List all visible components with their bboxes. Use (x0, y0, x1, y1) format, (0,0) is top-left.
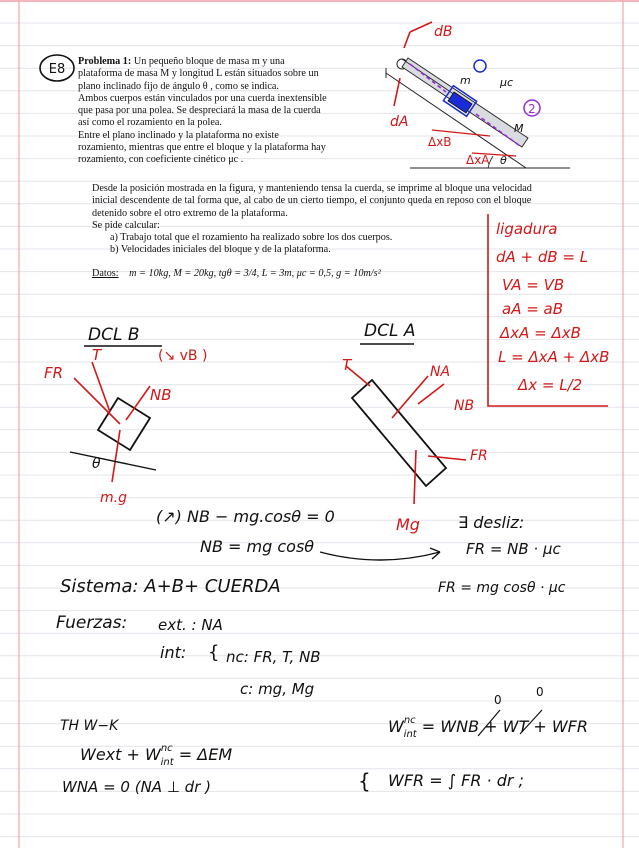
dcl-a-T: T (342, 356, 352, 374)
hw-dxA: ΔxA (466, 153, 490, 167)
hw-2: 2 (528, 102, 536, 116)
dcl-b-title: DCL B (88, 325, 140, 345)
dcl-b-NB: NB (150, 386, 172, 404)
label-theta: θ (500, 154, 507, 167)
dcl-a-title: DCL A (364, 321, 416, 341)
fuerzas-nc: nc: FR, T, NB (226, 648, 321, 666)
paragraph2-line-4: Se pide calcular: (92, 219, 160, 231)
label-M: M (514, 122, 524, 135)
brace-work: { (358, 769, 371, 793)
dcl-b-T: T (92, 346, 102, 364)
problem-line-9: rozamiento, con coeficiente cinético μc . (78, 154, 244, 166)
dcl-b-mg: m.g (100, 490, 127, 506)
dcl-a-platform (352, 380, 446, 486)
dcl-b-block (98, 398, 150, 450)
label-mu: μc (500, 76, 514, 89)
ligadura-line-4: ΔxA = ΔxB (500, 324, 581, 342)
handwritten-notes (0, 300, 639, 848)
problem-line-7: Entre el plano inclinado y la plataforma no existe (78, 129, 279, 141)
problem-line-3: plano inclinado fijo de ángulo θ , como se indica. (78, 80, 279, 92)
problem-line-8: rozamiento, mientras que entre el bloque y la plataforma hay (78, 142, 326, 154)
ligadura-title: ligadura (496, 220, 558, 238)
desliz-label: ∃ desliz: (458, 513, 525, 532)
fr-eq-2: FR = mg cosθ · μc (438, 580, 566, 596)
dcl-a-NB: NB (454, 398, 475, 414)
fuerzas-c: c: mg, Mg (240, 680, 315, 698)
dcl-b-vb: (↘ vB ) (158, 348, 208, 364)
paragraph2-line-1: Desde la posición mostrada en la figura, y manteniendo tensa la cuerda, se imprime al bloque una velocidad (92, 183, 532, 194)
problem-line-2: plataforma de masa M y longitud L están situados sobre un (78, 68, 319, 80)
data-label: Datos: (92, 268, 119, 279)
th-label: TH W−K (60, 718, 119, 734)
problem-title: Problema 1: (78, 56, 132, 67)
wfr-eq: WFR = ∫ FR · dr ; (388, 771, 524, 790)
fr-eq-1: FR = NB · μc (466, 540, 561, 558)
label-m: m (460, 74, 471, 87)
problem-line-4: Ambos cuerpos están vinculados por una cuerda inextensible (78, 92, 327, 104)
ligadura-line-6: Δx = L/2 (518, 376, 583, 394)
problem-line-6: así como el rozamiento en la polea. (78, 117, 222, 129)
dcl-a-FR: FR (470, 448, 488, 464)
hw-dB: dB (434, 24, 453, 40)
fuerzas-label: Fuerzas: (56, 613, 128, 633)
ligadura-line-5: L = ΔxA + ΔxB (498, 348, 610, 366)
dcl-b-theta: θ (92, 456, 101, 472)
paragraph2-line-3: detenido sobre el otro extremo de la plataforma. (92, 207, 288, 219)
ligadura-line-1: dA + dB = L (496, 248, 589, 266)
problem-line-1: Problema 1: Un pequeño bloque de masa m y una (78, 56, 285, 67)
sistema-line: Sistema: A+B+ CUERDA (60, 576, 281, 597)
item-b: b) Velocidades iniciales del bloque y de la plataforma. (110, 244, 331, 256)
brace-int: { (208, 642, 220, 663)
data-values: m = 10kg, M = 20kg, tgθ = 3/4, L = 3m, μc = 0,5, g = 10m/s² (129, 268, 381, 279)
zero-mark-1: 0 (494, 693, 502, 707)
paragraph2-line-2: inicial descendente de tal forma que, al cabo de un cierto tiempo, el conjunto queda en reposo con el bloque (92, 195, 532, 207)
dcl-b-FR: FR (44, 364, 64, 382)
problem-tag (38, 50, 78, 86)
work-eq-2: WNA = 0 (NA ⊥ dr ) (62, 778, 211, 796)
winc-eq: $W^{nc}$ int = WNB + WT + WFR (388, 715, 588, 740)
work-eq-1: Wext + $W^{nc}$ int = ΔEM (80, 743, 233, 768)
hw-dA: dA (390, 114, 409, 130)
fuerzas-int: int: (160, 643, 187, 662)
ligadura-line-3: aA = aB (502, 300, 564, 318)
hw-B: B (458, 97, 466, 108)
incline-figure (380, 18, 620, 178)
problem-line-5: que pasa por una polea. Se despreciará la masa de la cuerda (78, 105, 321, 117)
ligadura-line-2: VA = VB (502, 276, 565, 294)
zero-mark-2: 0 (536, 685, 544, 699)
dcl-a-NA: NA (430, 364, 451, 380)
item-a: a) Trabajo total que el rozamiento ha realizado sobre los dos cuerpos. (110, 232, 393, 244)
eq-nb-1: (↗) NB − mg.cosθ = 0 (156, 507, 335, 526)
eq-nb-2: NB = mg cosθ (200, 537, 315, 556)
problem-statement (78, 56, 378, 167)
problem-tag-label: E8 (48, 62, 66, 77)
fuerzas-ext: ext. : NA (158, 616, 223, 634)
hw-dxB: ΔxB (428, 135, 452, 149)
dcl-a-Mg: Mg (396, 515, 420, 534)
